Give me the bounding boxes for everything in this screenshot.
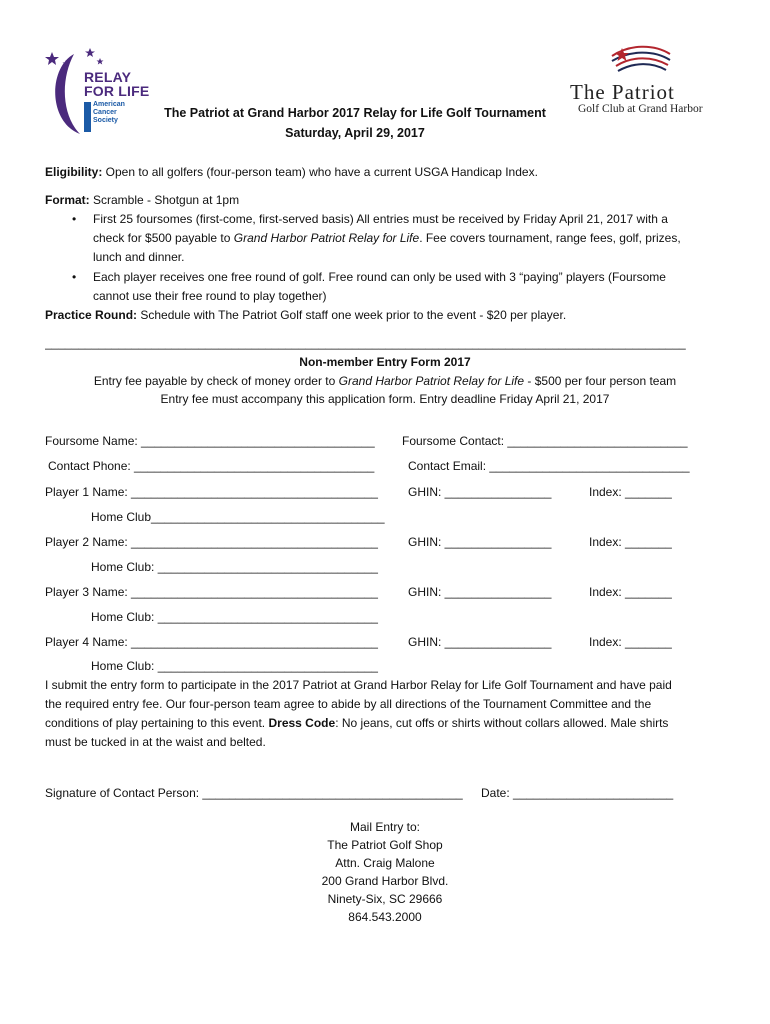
player-2-index-field[interactable]: Index: _______: [589, 535, 672, 549]
practice-label: Practice Round:: [45, 308, 138, 322]
format-bullet-2-line-2: cannot use their free round to play together): [93, 289, 327, 303]
patriot-name: The Patriot: [570, 80, 675, 104]
format-bullet-1-line-1: First 25 foursomes (first-come, first-served basis) All entries must be received by Friday April 21, 2017 with a: [93, 212, 668, 226]
agreement-text-b: : No jeans, cut offs or shirts without collars allowed. Male shirts: [335, 716, 669, 730]
contact-email-field[interactable]: Contact Email: ______________________________: [408, 459, 690, 473]
fee-text-b: - $500 per four person team: [524, 374, 677, 388]
agreement-line-3: [45, 716, 668, 731]
bullet-icon: •: [72, 270, 77, 284]
mail-line: Attn. Craig Malone: [335, 856, 435, 870]
bullet-icon: •: [72, 212, 77, 226]
player-2-name-field[interactable]: Player 2 Name: _____________________________________: [45, 535, 378, 549]
format-bullet-1-line-3: lunch and dinner.: [93, 250, 185, 264]
agreement-line-4: must be tucked in at the waist and belted.: [45, 735, 266, 749]
player-4-ghin-field[interactable]: GHIN: ________________: [408, 635, 552, 649]
acs-line-2: Cancer: [93, 109, 117, 116]
mail-line: Mail Entry to:: [349, 820, 421, 834]
agreement-line-2: the required entry fee. Our four-person team agree to abide by all directions of the Tournament Committee and the: [45, 697, 652, 711]
agreement-text-a: conditions of play pertaining to this event.: [45, 716, 269, 730]
contact-phone-field[interactable]: Contact Phone: ____________________________________: [48, 459, 375, 473]
format-bullet-1-line-2: [93, 231, 681, 246]
player-2-home-club-field[interactable]: Home Club: _________________________________: [91, 560, 378, 574]
agreement-line-1: I submit the entry form to participate in the 2017 Patriot at Grand Harbor Relay for Life Golf Tournament and have paid: [45, 678, 672, 692]
eligibility-text: Open to all golfers (four-person team) who have a current USGA Handicap Index.: [102, 165, 538, 179]
form-fee-line: [20, 374, 750, 389]
format-bullet-2-line-1: Each player receives one free round of golf. Free round can only be used with 3 “paying” players (Foursome: [93, 270, 666, 284]
format-label: Format:: [45, 193, 90, 207]
bullet-1-text-a: check for $500 payable to: [93, 231, 234, 245]
signature-field[interactable]: Signature of Contact Person: _______________________________________: [45, 786, 463, 800]
eligibility-line: [45, 165, 538, 180]
fee-text-a: Entry fee payable by check of money order to: [93, 374, 339, 388]
dress-code-label: Dress Code: [268, 716, 336, 730]
event-date: Saturday, April 29, 2017: [285, 126, 425, 140]
mail-line: Ninety-Six, SC 29666: [327, 892, 443, 906]
format-text: Scramble - Shotgun at 1pm: [89, 193, 240, 207]
player-1-ghin-field[interactable]: GHIN: ________________: [408, 485, 552, 499]
player-4-index-field[interactable]: Index: _______: [589, 635, 672, 649]
bullet-1-payee: Grand Harbor Patriot Relay for Life: [233, 231, 420, 245]
for-life-word: FOR LIFE: [84, 83, 150, 99]
signature-date-field[interactable]: Date: ________________________: [481, 786, 674, 800]
bullet-1-text-b: . Fee covers tournament, range fees, golf, prizes,: [419, 231, 681, 245]
player-4-home-club-field[interactable]: Home Club: _________________________________: [91, 659, 378, 673]
player-1-name-field[interactable]: Player 1 Name: _____________________________________: [45, 485, 378, 499]
mail-entry-block: [235, 818, 535, 926]
player-1-home-club-field[interactable]: Home Club___________________________________: [91, 510, 385, 524]
player-4-name-field[interactable]: Player 4 Name: _____________________________________: [45, 635, 378, 649]
form-title: Non-member Entry Form 2017: [299, 355, 471, 369]
player-1-index-field[interactable]: Index: _______: [589, 485, 672, 499]
player-3-home-club-field[interactable]: Home Club: _________________________________: [91, 610, 378, 624]
format-line: [45, 193, 239, 208]
form-deadline: Entry fee must accompany this application form. Entry deadline Friday April 21, 2017: [160, 392, 610, 406]
player-3-ghin-field[interactable]: GHIN: ________________: [408, 585, 552, 599]
acs-line-1: American: [93, 101, 125, 108]
practice-round-line: [45, 308, 566, 323]
page-title: The Patriot at Grand Harbor 2017 Relay for Life Golf Tournament: [164, 106, 546, 120]
player-2-ghin-field[interactable]: GHIN: ________________: [408, 535, 552, 549]
fee-payee: Grand Harbor Patriot Relay for Life: [338, 374, 525, 388]
player-3-index-field[interactable]: Index: _______: [589, 585, 672, 599]
patriot-subtitle: Golf Club at Grand Harbor: [578, 103, 703, 115]
foursome-name-field[interactable]: Foursome Name: ___________________________________: [45, 434, 375, 448]
foursome-contact-field[interactable]: Foursome Contact: ___________________________: [402, 434, 688, 448]
mail-line: The Patriot Golf Shop: [327, 838, 443, 852]
mail-line: 864.543.2000: [348, 910, 422, 924]
eligibility-label: Eligibility:: [45, 165, 103, 179]
mail-line: 200 Grand Harbor Blvd.: [321, 874, 449, 888]
relay-word: RELAY: [84, 69, 132, 85]
section-divider: ________________________________________________________________________________________________: [45, 336, 686, 350]
acs-line-3: Society: [93, 117, 118, 124]
practice-text: Schedule with The Patriot Golf staff one week prior to the event - $20 per player.: [137, 308, 567, 322]
player-3-name-field[interactable]: Player 3 Name: _____________________________________: [45, 585, 378, 599]
flag-star-icon: [606, 42, 676, 78]
